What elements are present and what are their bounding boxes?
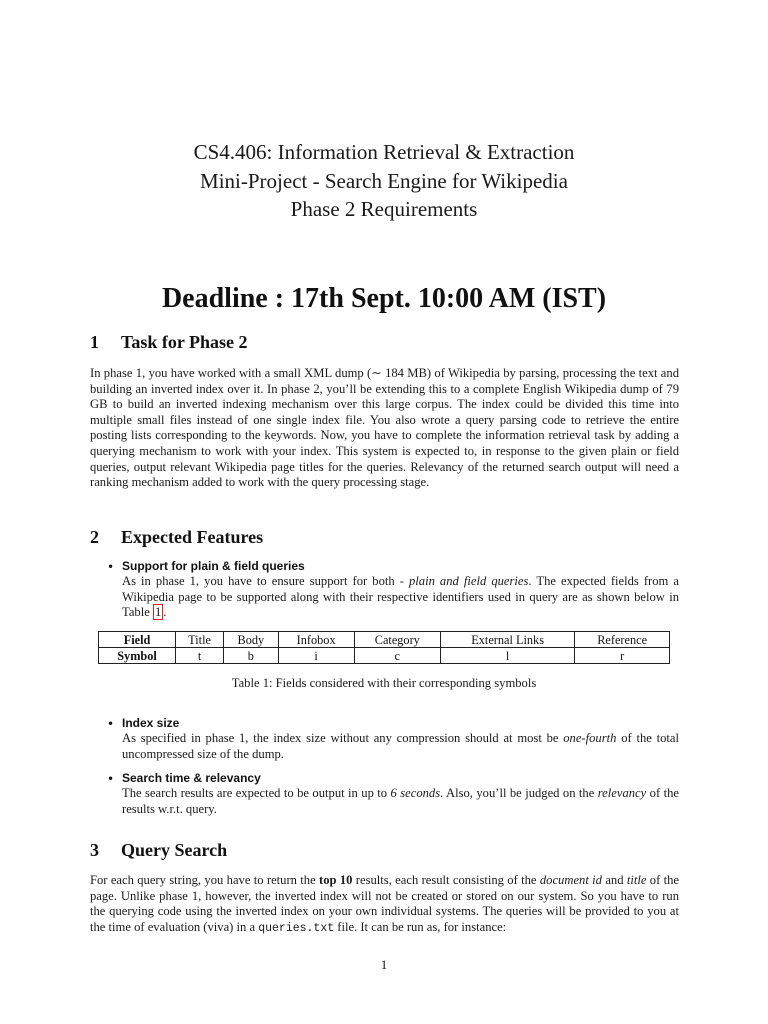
table-cell: Title [176,632,224,648]
text-run: file. It can be run as, for instance: [334,919,507,934]
document-title [0,138,768,224]
bullet-title: Index size [122,716,180,730]
fields-table [98,631,670,664]
table-cell: Field [99,632,176,648]
bullet-marker: • [107,772,115,786]
section-number: 3 [90,840,99,860]
text-run: For each query string, you have to return the [90,873,320,887]
code-filename: queries.txt [258,921,335,935]
table-reference-link[interactable]: 1 [154,605,162,620]
table-cell: i [278,648,354,664]
bullet-body [122,786,679,817]
table-cell: Infobox [278,632,354,648]
project-title: Mini-Project - Search Engine for Wikipedia [200,168,568,193]
section-3-heading [90,840,227,861]
bullet-body [122,731,679,762]
course-title: CS4.406: Information Retrieval & Extraction [193,140,575,164]
table-caption: Table 1: Fields considered with their corresponding symbols [231,676,537,690]
table-cell: t [176,648,224,664]
bullet-title: Search time & relevancy [122,771,261,785]
table-cell: c [354,648,440,664]
bold-text: top 10 [319,873,353,887]
section-number: 1 [90,332,99,352]
table-cell: Symbol [99,648,176,664]
table-cell: Body [224,632,279,648]
table-cell: r [575,648,670,664]
emphasis-text: plain and field queries [408,574,529,588]
section-title: Task for Phase 2 [121,332,248,352]
table-cell: External Links [441,632,575,648]
table-row [99,648,670,664]
text-run: The search results are expected to be output in up to [122,786,391,800]
page-number: 1 [380,958,388,972]
text-run: . The expected fields from a Wikipedia page to be supported along with their respective identifiers used in query are as shown below in Table [122,574,679,620]
table-cell: l [441,648,575,664]
phase-title: Phase 2 Requirements [290,197,478,221]
text-run: of the page. Unlike phase 1, however, the inverted index will not be created or stored on our system. So you have to run the querying code using the inverted index on your own individual systems. The queries will be provided to you at the time of evaluation (viva) in a [90,873,680,934]
text-run: results, each result consisting of the [352,873,540,887]
text-run: As in phase 1, you have to ensure support for both - [122,574,409,588]
text-run: As specified in phase 1, the index size without any compression should at most be [122,731,564,745]
section-3-paragraph [90,873,679,936]
section-title: Query Search [121,840,228,860]
emphasis-text: one-fourth [563,731,617,745]
bullet-marker: • [107,560,115,574]
section-title: Expected Features [121,527,264,547]
section-number: 2 [90,527,99,547]
text-run: of the total uncompressed size of the dump. [122,731,679,761]
bullet-body [122,574,679,621]
section-1-paragraph: In phase 1, you have worked with a small XML dump (∼ 184 MB) of Wikipedia by parsing, processing the text and building an inverted index over it. In phase 2, you’ll be extending this to a complete English Wikipedia dump of 79 GB to build an inverted indexing mechanism over this large corpus. The index could be divided this time into multiple small files instead of one single index file. You also wrote a query parsing code to retrieve the entire posting lists corresponding to the keywords. Now, you have to complete the information retrieval task by adding a querying mechanism to work with your index. This system is expected to, in response to the given plain or field queries, output relevant Wikipedia page titles for the queries. Relevancy of the returned search output will need a ranking mechanism added to work with the query processing stage. [90,366,679,490]
section-1-heading [90,332,248,353]
text-run: . [163,605,167,620]
emphasis-text: title [626,873,647,887]
table-cell: b [224,648,279,664]
table-cell: Category [354,632,440,648]
bullet-marker: • [107,717,115,731]
emphasis-text: 6 seconds [390,786,441,800]
bullet-title: Support for plain & field queries [122,559,305,573]
text-run: . Also, you’ll be judged on the [440,786,598,800]
emphasis-text: relevancy [597,786,647,800]
emphasis-text: document id [539,873,602,887]
text-run: and [601,873,627,887]
deadline-heading: Deadline : 17th Sept. 10:00 AM (IST) [161,283,607,314]
text-run: of the results w.r.t. query. [122,786,679,816]
table-cell: Reference [575,632,670,648]
table-row [99,632,670,648]
section-2-heading [90,527,263,548]
